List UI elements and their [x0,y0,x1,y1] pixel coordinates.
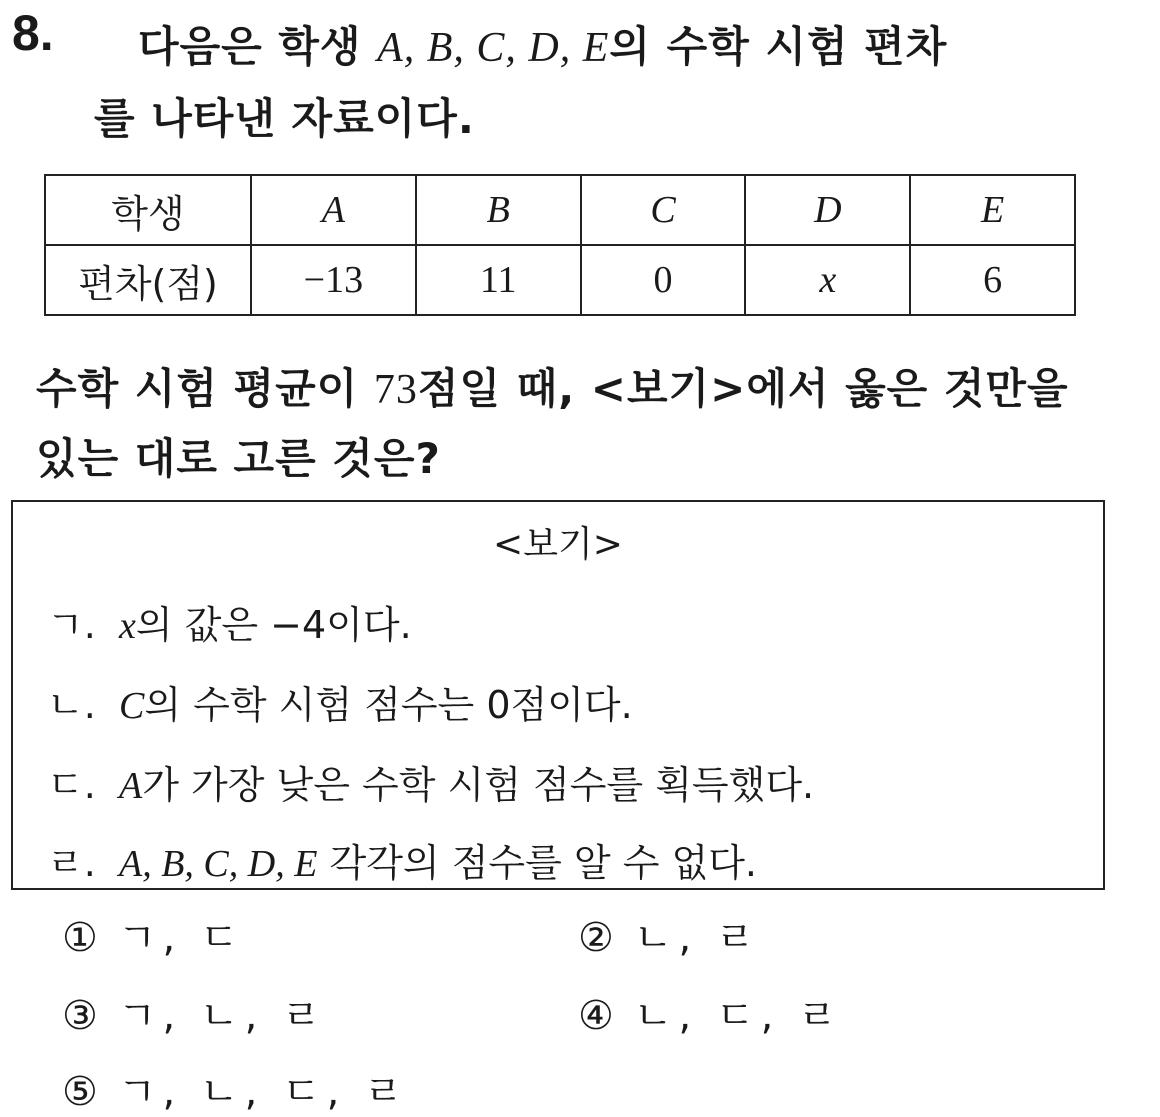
question-stem-line1 [138,14,947,74]
bogi-item [47,674,633,729]
condition-line2: 있는 대로 고른 것은? [36,434,441,483]
deviation-table [44,174,1076,316]
bogi-box [11,500,1105,890]
table-header-cell: B [416,175,581,245]
condition-text: 수학 시험 평균이 [36,364,374,413]
choice-1[interactable] [62,906,245,963]
bogi-variable: x [119,605,136,647]
table-cell: 11 [416,245,581,315]
choice-3[interactable] [62,984,327,1041]
choice-5[interactable] [62,1060,409,1117]
choice-number: ④ [578,993,614,1039]
bogi-marker: ㄹ. [47,841,96,885]
table-row [45,245,1075,315]
condition-line1 [36,356,1069,416]
table-cell: −13 [251,245,416,315]
bogi-text: 각각의 점수를 알 수 없다. [317,841,757,885]
bogi-text: 가 가장 낮은 수학 시험 점수를 획득했다. [142,763,815,807]
bogi-marker: ㄴ. [47,683,96,727]
table-header-cell: C [581,175,746,245]
choice-4[interactable] [578,984,843,1041]
choice-text: ㄱ, ㄴ, ㄷ, ㄹ [117,1069,409,1115]
choice-text: ㄱ, ㄴ, ㄹ [117,993,327,1039]
table-header-row [45,175,1075,245]
bogi-title: <보기> [493,524,623,565]
bogi-text: 의 수학 시험 점수는 0점이다. [144,683,633,727]
choice-text: ㄱ, ㄷ [117,915,245,961]
table-cell: 0 [581,245,746,315]
table-header-cell: 학생 [45,175,251,245]
choice-text: ㄴ, ㄷ, ㄹ [633,993,843,1039]
choice-number: ① [62,915,98,961]
bogi-item [47,594,412,649]
stem-text: 다음은 학생 [138,22,378,71]
bogi-variable: C [119,685,145,727]
condition-number: 73 [373,367,418,413]
choice-2[interactable] [578,906,761,963]
choice-number: ② [578,915,614,961]
bogi-item [47,832,757,887]
bogi-variable: A [119,765,143,807]
bogi-text: 의 값은 −4이다. [135,603,412,647]
table-header-cell: D [745,175,910,245]
choice-text: ㄴ, ㄹ [633,915,761,961]
choice-number: ⑤ [62,1069,98,1115]
bogi-marker: ㄷ. [47,763,96,807]
table-cell: 6 [910,245,1075,315]
question-stem-line2: 를 나타낸 자료이다. [94,94,475,143]
bogi-marker: ㄱ. [47,603,96,647]
table-header-cell: E [910,175,1075,245]
table-header-cell: A [251,175,416,245]
table-row-label: 편차(점) [45,245,251,315]
question-number: 8. [12,5,54,61]
stem-variables: A, B, C, D, E [377,25,610,71]
choice-number: ③ [62,993,98,1039]
condition-text: 점일 때, <보기>에서 옳은 것만을 [417,364,1069,413]
table-cell: x [745,245,910,315]
bogi-variable: A, B, C, D, E [119,843,318,885]
bogi-item [47,754,814,809]
stem-text: 의 수학 시험 편차 [609,22,948,71]
